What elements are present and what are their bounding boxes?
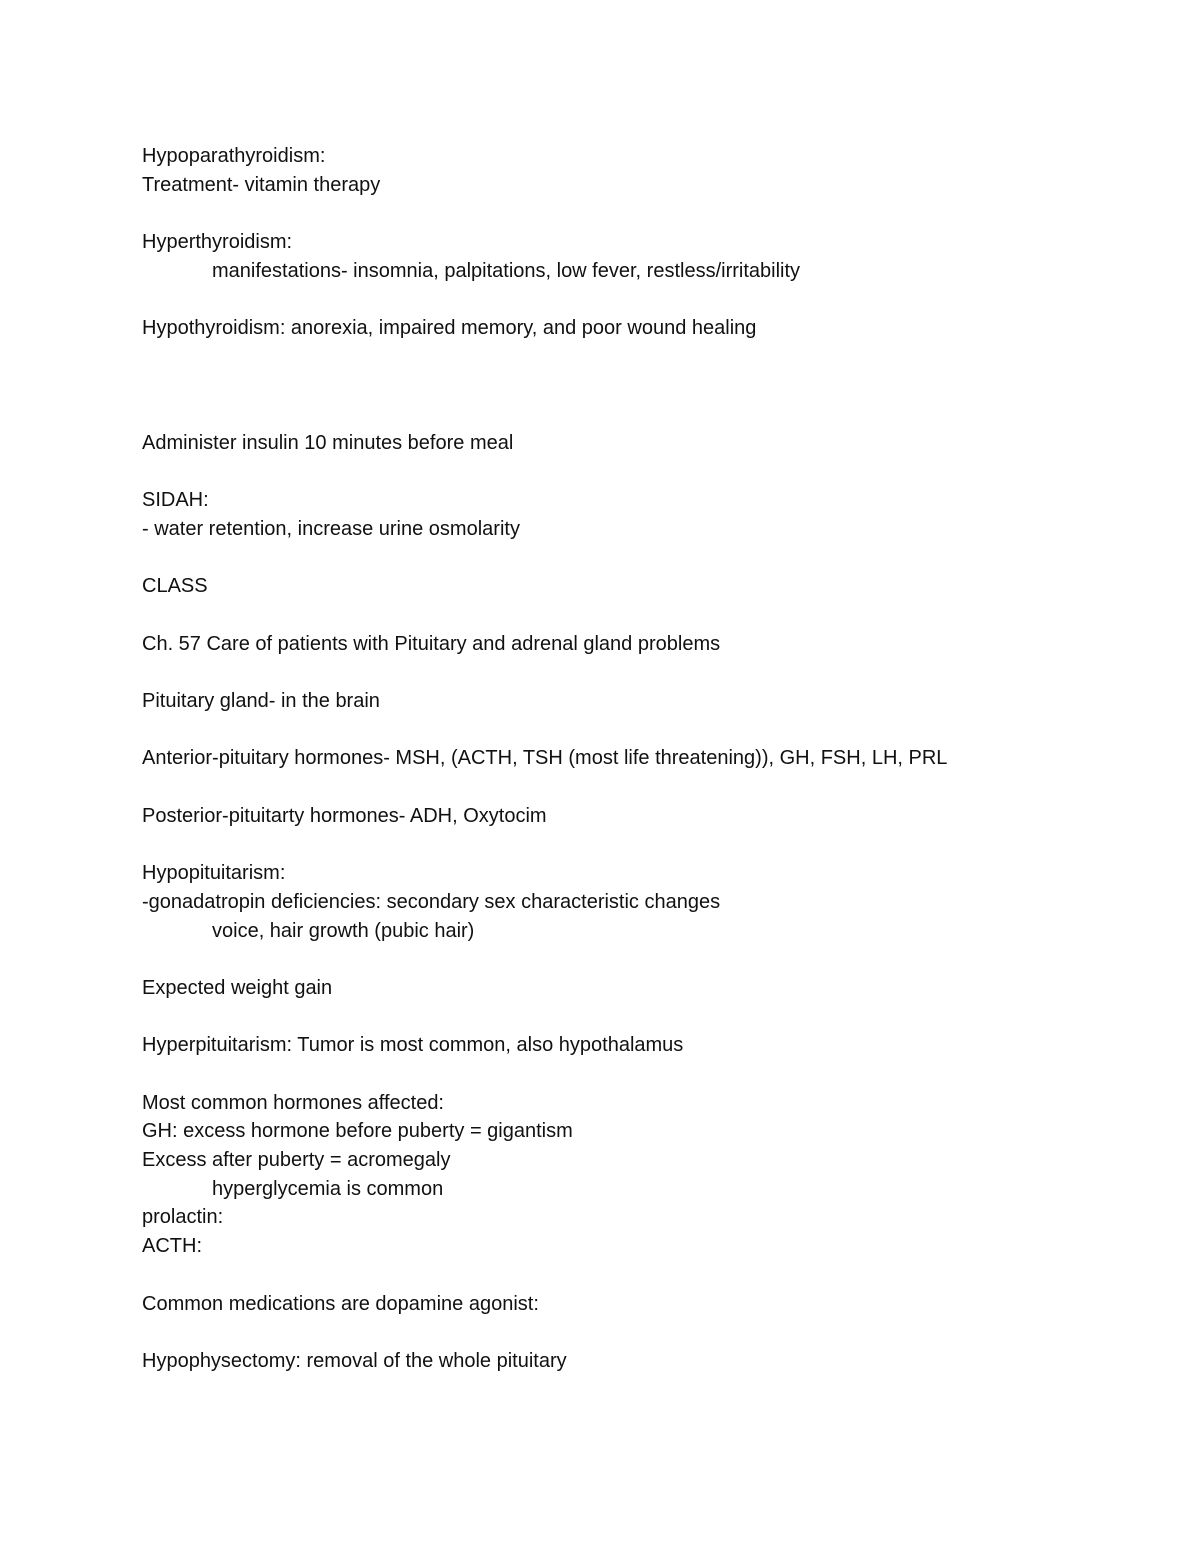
text-line: -gonadatropin deficiencies: secondary sex characteristic changes [142,890,721,913]
text-line: Pituitary gland- in the brain [142,690,380,713]
blank-line [142,458,1142,487]
text-line: Hyperpituitarism: Tumor is most common, also hypothalamus [142,1034,684,1057]
document-body [142,142,1142,1376]
text-line: Common medications are dopamine agonist: [142,1292,539,1315]
blank-line [142,658,1142,687]
blank-line [142,945,1142,974]
blank-line [142,400,1142,429]
text-line: prolactin: [142,1206,224,1229]
text-line: Excess after puberty = acromegaly [142,1149,451,1172]
blank-line [142,601,1142,630]
text-line: Administer insulin 10 minutes before meal [142,431,514,454]
heading-class: CLASS [142,575,208,598]
blank-line [142,773,1142,802]
text-line: - water retention, increase urine osmolarity [142,517,520,540]
blank-line [142,831,1142,860]
text-line: ACTH: [142,1235,202,1258]
text-line: Expected weight gain [142,976,333,999]
text-line-indented: hyperglycemia is common [212,1177,444,1200]
text-line: Anterior-pituitary hormones- MSH, (ACTH, TSH (most life threatening)), GH, FSH, LH, PRL [142,747,948,770]
blank-line [142,285,1142,314]
text-line-indented: voice, hair growth (pubic hair) [212,919,475,942]
blank-line [142,1003,1142,1032]
text-line: Hypophysectomy: removal of the whole pituitary [142,1349,567,1372]
blank-line [142,372,1142,401]
blank-line [142,544,1142,573]
heading-hypopituitarism: Hypopituitarism: [142,862,286,885]
blank-line [142,199,1142,228]
chapter-title: Ch. 57 Care of patients with Pituitary and adrenal gland problems [142,632,721,655]
text-line-indented: manifestations- insomnia, palpitations, low fever, restless/irritability [212,259,801,282]
blank-line [142,1318,1142,1347]
heading-sidah: SIDAH: [142,489,209,512]
blank-line [142,343,1142,372]
blank-line [142,716,1142,745]
heading-hyperthyroidism: Hyperthyroidism: [142,231,293,254]
text-line: Treatment- vitamin therapy [142,173,381,196]
blank-line [142,1060,1142,1089]
text-line: GH: excess hormone before puberty = gigantism [142,1120,573,1143]
blank-line [142,1261,1142,1290]
text-line: Most common hormones affected: [142,1091,444,1114]
text-line: Posterior-pituitarty hormones- ADH, Oxytocim [142,804,547,827]
heading-hypoparathyroidism: Hypoparathyroidism: [142,145,326,167]
text-line: Hypothyroidism: anorexia, impaired memory, and poor wound healing [142,317,757,340]
